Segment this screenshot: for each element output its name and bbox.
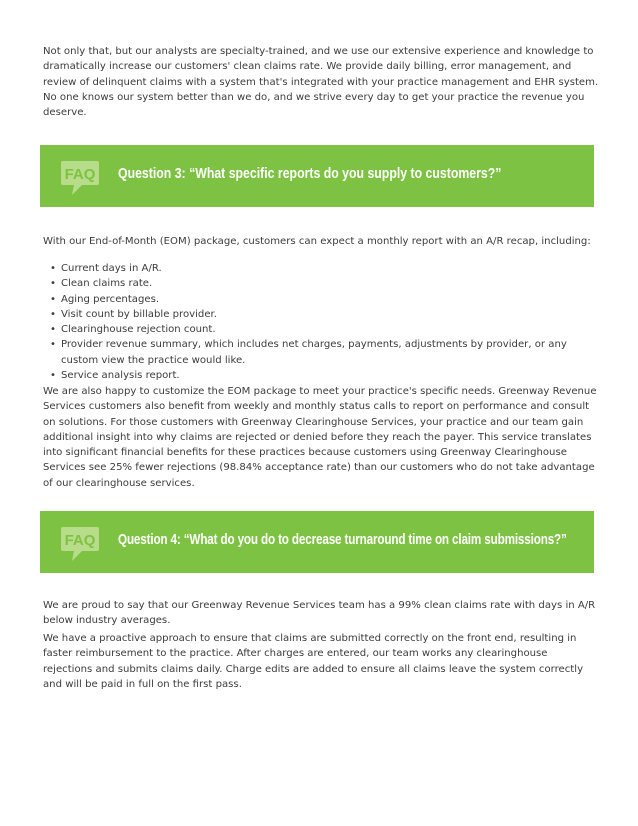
bullet-dot: • [50,278,56,290]
bullet-text: Service analysis report. [61,370,180,382]
list-item [48,292,596,307]
bullet-text: Provider revenue summary, which includes net charges, payments, adjustments by provider, or any custom view the practice would like. [61,339,567,366]
faq4-paragraph-1: We are proud to say that our Greenway Revenue Services team has a 99% clean claims rate with days in A/R below industry averages. [43,600,596,627]
bullet-text: Clearinghouse rejection count. [61,324,216,336]
faq-badge-label: FAQ [64,532,96,549]
bullet-text: Current days in A/R. [61,263,162,274]
report-bullet-list [48,261,596,383]
faq-question-4-title: Question 4: “What do you do to decrease turnaround time on claim submissions?” [118,531,567,548]
faq3-lead-text: With our End-of-Month (EOM) package, customers can expect a monthly report with an A/R recap, including: [43,236,591,247]
faq-speech-bubble-icon [60,525,100,563]
bullet-text: Clean claims rate. [61,278,153,290]
bullet-dot: • [50,263,56,274]
faq4-paragraph-2: We have a proactive approach to ensure that claims are submitted correctly on the front end, resulting in faster reimbursement to the practice. After charges are entered, our team works any clearinghouse rejections and submits claims daily. Charge edits are added to ensure all claims leave the system correctly and will be paid in full on the first pass. [43,633,584,690]
bullet-text: Visit count by billable provider. [61,308,217,320]
list-item [48,337,596,368]
list-item [48,307,596,322]
bullet-dot: • [50,308,56,320]
bullet-dot: • [50,293,56,305]
intro-paragraph: Not only that, but our analysts are specialty-trained, and we use our extensive experience and knowledge to dramatically increase our customers' clean claims rate. We provide daily billing, error management, and review of delinquent claims with a system that's integrated with your practice management and EHR system. No one knows our system better than we do, and we strive every day to get your practice the revenue you deserve. [43,46,599,119]
faq-badge-label: FAQ [64,166,96,183]
list-item [48,368,596,383]
bullet-text: Aging percentages. [61,293,160,305]
list-item [48,322,596,337]
list-item [48,276,596,291]
bullet-dot: • [50,339,56,351]
bullet-dot: • [50,324,56,336]
faq-banner-question-4 [40,511,594,573]
faq3-closing-paragraph: We are also happy to customize the EOM package to meet your practice's specific needs. Greenway Revenue Services customers also benefit from weekly and monthly status calls to report on performance and consult on solutions. For those customers with Greenway Clearinghouse Services, your practice and our team gain additional insight into why claims are rejected or denied before they reach the payer. This service translates into significant financial benefits for these practices because customers using Greenway Clearinghouse Services see 25% fewer rejections (98.84% acceptance rate) than our customers who do not take advantage of our clearinghouse services. [43,386,597,489]
list-item [48,261,596,276]
bullet-dot: • [50,370,56,382]
faq-speech-bubble-icon [60,159,100,197]
faq-banner-question-3 [40,145,594,207]
faq-question-3-title: Question 3: “What specific reports do you supply to customers?” [118,165,502,182]
